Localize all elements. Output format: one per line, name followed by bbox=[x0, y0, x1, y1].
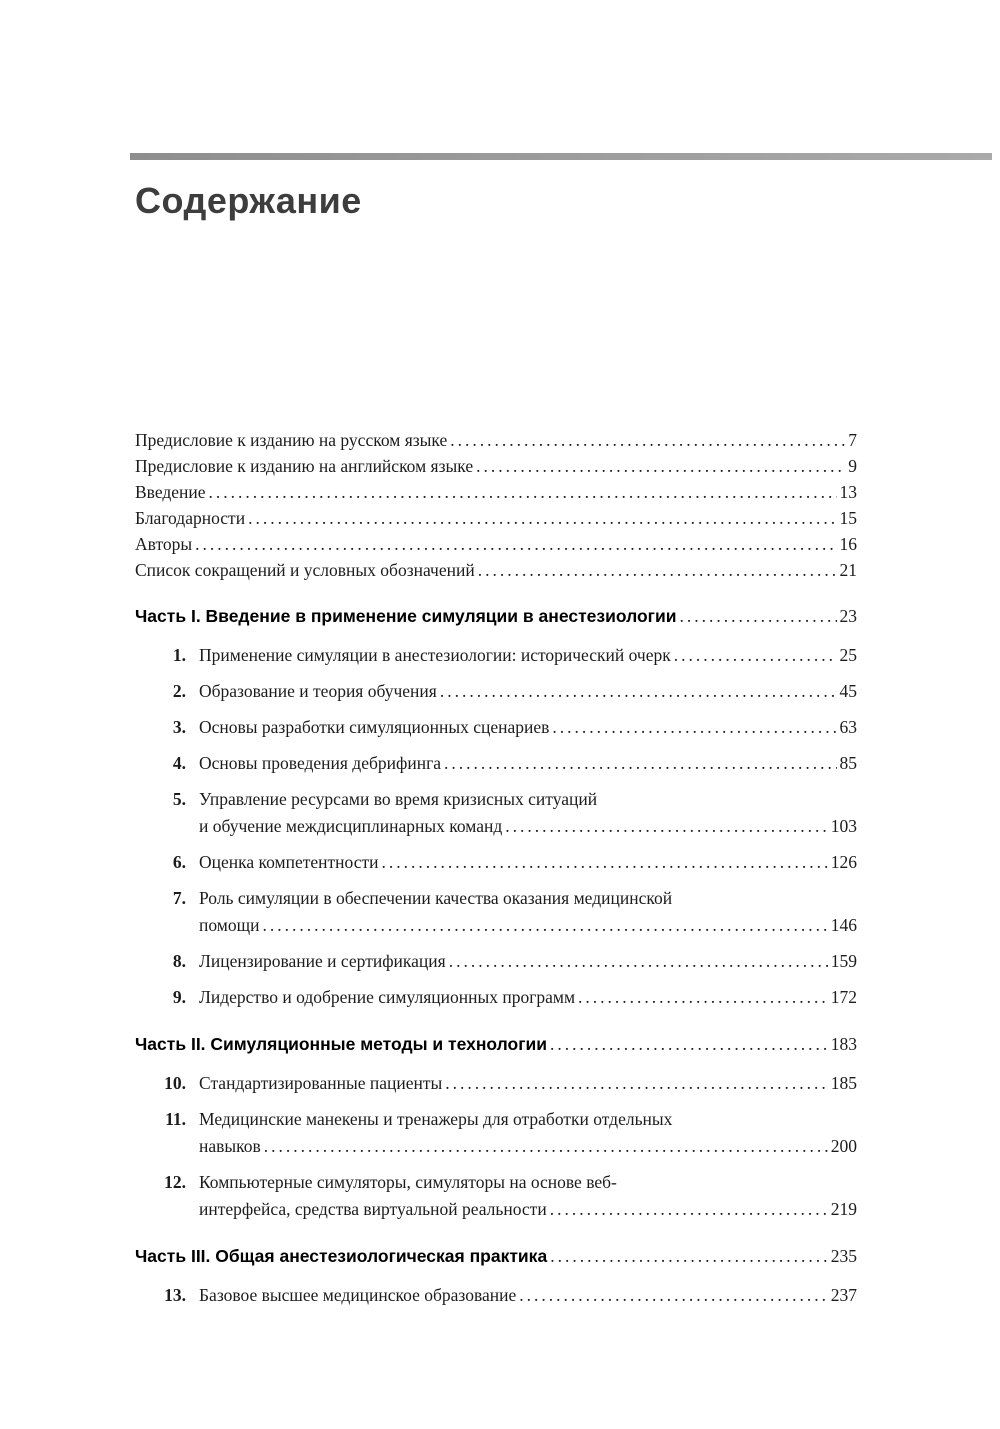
entry-title: Авторы bbox=[135, 534, 193, 555]
chapter-line bbox=[135, 750, 857, 777]
toc-entry bbox=[135, 453, 857, 479]
toc-list bbox=[135, 427, 857, 1309]
chapter-title: Компьютерные симуляторы, симуляторы на основе веб- bbox=[199, 1172, 617, 1193]
dot-leader bbox=[450, 427, 845, 453]
page-title: Содержание bbox=[135, 180, 362, 221]
dot-leader bbox=[552, 714, 836, 741]
chapter-title: Лицензирование и сертификация bbox=[199, 951, 446, 972]
page-number: 235 bbox=[830, 1246, 857, 1267]
dot-leader bbox=[476, 453, 845, 479]
dot-leader bbox=[382, 849, 828, 876]
toc-entry bbox=[135, 479, 857, 505]
part-heading bbox=[135, 1031, 857, 1057]
dot-leader bbox=[449, 948, 828, 975]
entry-title: Список сокращений и условных обозначений bbox=[135, 560, 475, 581]
page-number: 63 bbox=[839, 717, 857, 738]
dot-leader bbox=[505, 813, 828, 840]
page-number: 45 bbox=[839, 681, 857, 702]
part-title: Часть III. Общая анестезиологическая практика bbox=[135, 1246, 548, 1267]
chapter-number: 4. bbox=[172, 753, 186, 774]
chapter-line bbox=[135, 1169, 857, 1196]
chapter-title: Основы разработки симуляционных сценариев bbox=[199, 717, 550, 738]
part-heading bbox=[135, 1243, 857, 1269]
page-number: 16 bbox=[839, 534, 857, 555]
page-number: 219 bbox=[830, 1199, 857, 1220]
page-number: 159 bbox=[830, 951, 857, 972]
dot-leader bbox=[445, 1070, 828, 1097]
page-number: 85 bbox=[839, 753, 857, 774]
part-heading bbox=[135, 603, 857, 629]
toc-entry bbox=[135, 505, 857, 531]
chapter-entry bbox=[135, 948, 857, 975]
chapter-title: Образование и теория обучения bbox=[199, 681, 437, 702]
page-number: 25 bbox=[839, 645, 857, 666]
dot-leader bbox=[550, 1243, 828, 1269]
part-title: Часть I. Введение в применение симуляции в анестезиологии bbox=[135, 606, 677, 627]
page-number: 15 bbox=[839, 508, 857, 529]
chapter-entry bbox=[135, 1070, 857, 1097]
chapter-title: Стандартизированные пациенты bbox=[199, 1073, 443, 1094]
chapter-number: 9. bbox=[172, 987, 186, 1008]
chapter-number: 7. bbox=[172, 888, 186, 909]
chapter-entry bbox=[135, 678, 857, 705]
chapter-number: 1. bbox=[172, 645, 186, 666]
chapter-title: Управление ресурсами во время кризисных ситуаций bbox=[199, 789, 598, 810]
dot-leader bbox=[674, 642, 837, 669]
chapter-title: и обучение междисциплинарных команд bbox=[199, 816, 503, 837]
dot-leader bbox=[519, 1282, 827, 1309]
chapter-entry bbox=[135, 1169, 857, 1223]
chapter-line-continuation bbox=[135, 1196, 857, 1223]
chapter-entry bbox=[135, 1282, 857, 1309]
chapter-line-continuation bbox=[135, 1133, 857, 1160]
dot-leader bbox=[209, 479, 837, 505]
chapter-number: 12. bbox=[164, 1172, 186, 1193]
toc-content bbox=[135, 180, 857, 1318]
chapter-line bbox=[135, 1282, 857, 1309]
chapter-entry bbox=[135, 642, 857, 669]
chapter-title: Базовое высшее медицинское образование bbox=[199, 1285, 517, 1306]
chapter-line bbox=[135, 984, 857, 1011]
chapter-entry bbox=[135, 984, 857, 1011]
dot-leader bbox=[262, 912, 827, 939]
chapter-entry bbox=[135, 714, 857, 741]
page-number: 146 bbox=[830, 915, 857, 936]
chapter-line bbox=[135, 1106, 857, 1133]
chapter-number: 8. bbox=[172, 951, 186, 972]
page-number: 126 bbox=[830, 852, 857, 873]
entry-title: Предисловие к изданию на английском языке bbox=[135, 456, 474, 477]
part-title: Часть II. Симуляционные методы и технологии bbox=[135, 1034, 548, 1055]
chapter-entry bbox=[135, 786, 857, 840]
dot-leader bbox=[550, 1196, 828, 1223]
chapter-title: Применение симуляции в анестезиологии: исторический очерк bbox=[199, 645, 671, 666]
chapter-line-continuation bbox=[135, 813, 857, 840]
chapter-line-continuation bbox=[135, 912, 857, 939]
chapter-number: 6. bbox=[172, 852, 186, 873]
page-number: 200 bbox=[830, 1136, 857, 1157]
chapter-title: Оценка компетентности bbox=[199, 852, 379, 873]
chapter-number: 3. bbox=[172, 717, 186, 738]
chapter-entry bbox=[135, 849, 857, 876]
chapter-line bbox=[135, 849, 857, 876]
chapter-title: Лидерство и одобрение симуляционных программ bbox=[199, 987, 576, 1008]
chapter-number: 10. bbox=[164, 1073, 186, 1094]
page-number: 183 bbox=[830, 1034, 857, 1055]
top-rule bbox=[130, 153, 992, 160]
entry-title: Введение bbox=[135, 482, 206, 503]
chapter-line bbox=[135, 642, 857, 669]
page-number: 21 bbox=[839, 560, 857, 581]
entry-title: Благодарности bbox=[135, 508, 246, 529]
dot-leader bbox=[444, 750, 836, 777]
chapter-entry bbox=[135, 1106, 857, 1160]
dot-leader bbox=[248, 505, 836, 531]
chapter-number: 13. bbox=[164, 1285, 186, 1306]
chapter-entry bbox=[135, 750, 857, 777]
chapter-title: Роль симуляции в обеспечении качества оказания медицинской bbox=[199, 888, 673, 909]
chapter-line bbox=[135, 786, 857, 813]
chapter-title: Медицинские манекены и тренажеры для отработки отдельных bbox=[199, 1109, 673, 1130]
page-number: 9 bbox=[848, 456, 857, 477]
chapter-title: Основы проведения дебрифинга bbox=[199, 753, 442, 774]
chapter-title: помощи bbox=[199, 915, 260, 936]
chapter-line bbox=[135, 678, 857, 705]
page-number: 7 bbox=[848, 430, 857, 451]
chapter-line bbox=[135, 948, 857, 975]
page-number: 185 bbox=[830, 1073, 857, 1094]
toc-entry bbox=[135, 557, 857, 583]
chapter-entry bbox=[135, 885, 857, 939]
page-number: 103 bbox=[830, 816, 857, 837]
dot-leader bbox=[195, 531, 836, 557]
chapter-line bbox=[135, 714, 857, 741]
toc-entry bbox=[135, 427, 857, 453]
entry-title: Предисловие к изданию на русском языке bbox=[135, 430, 448, 451]
page-number: 13 bbox=[839, 482, 857, 503]
chapter-line bbox=[135, 1070, 857, 1097]
chapter-title: интерфейса, средства виртуальной реальности bbox=[199, 1199, 547, 1220]
page-number: 23 bbox=[839, 606, 857, 627]
chapter-line bbox=[135, 885, 857, 912]
dot-leader bbox=[578, 984, 828, 1011]
chapter-title: навыков bbox=[199, 1136, 261, 1157]
toc-entry bbox=[135, 531, 857, 557]
dot-leader bbox=[264, 1133, 828, 1160]
chapter-number: 11. bbox=[165, 1109, 186, 1130]
chapter-number: 2. bbox=[172, 681, 186, 702]
dot-leader bbox=[679, 603, 836, 629]
chapter-number: 5. bbox=[172, 789, 186, 810]
dot-leader bbox=[550, 1031, 828, 1057]
page-number: 172 bbox=[830, 987, 857, 1008]
dot-leader bbox=[440, 678, 837, 705]
dot-leader bbox=[478, 557, 837, 583]
page-number: 237 bbox=[830, 1285, 857, 1306]
